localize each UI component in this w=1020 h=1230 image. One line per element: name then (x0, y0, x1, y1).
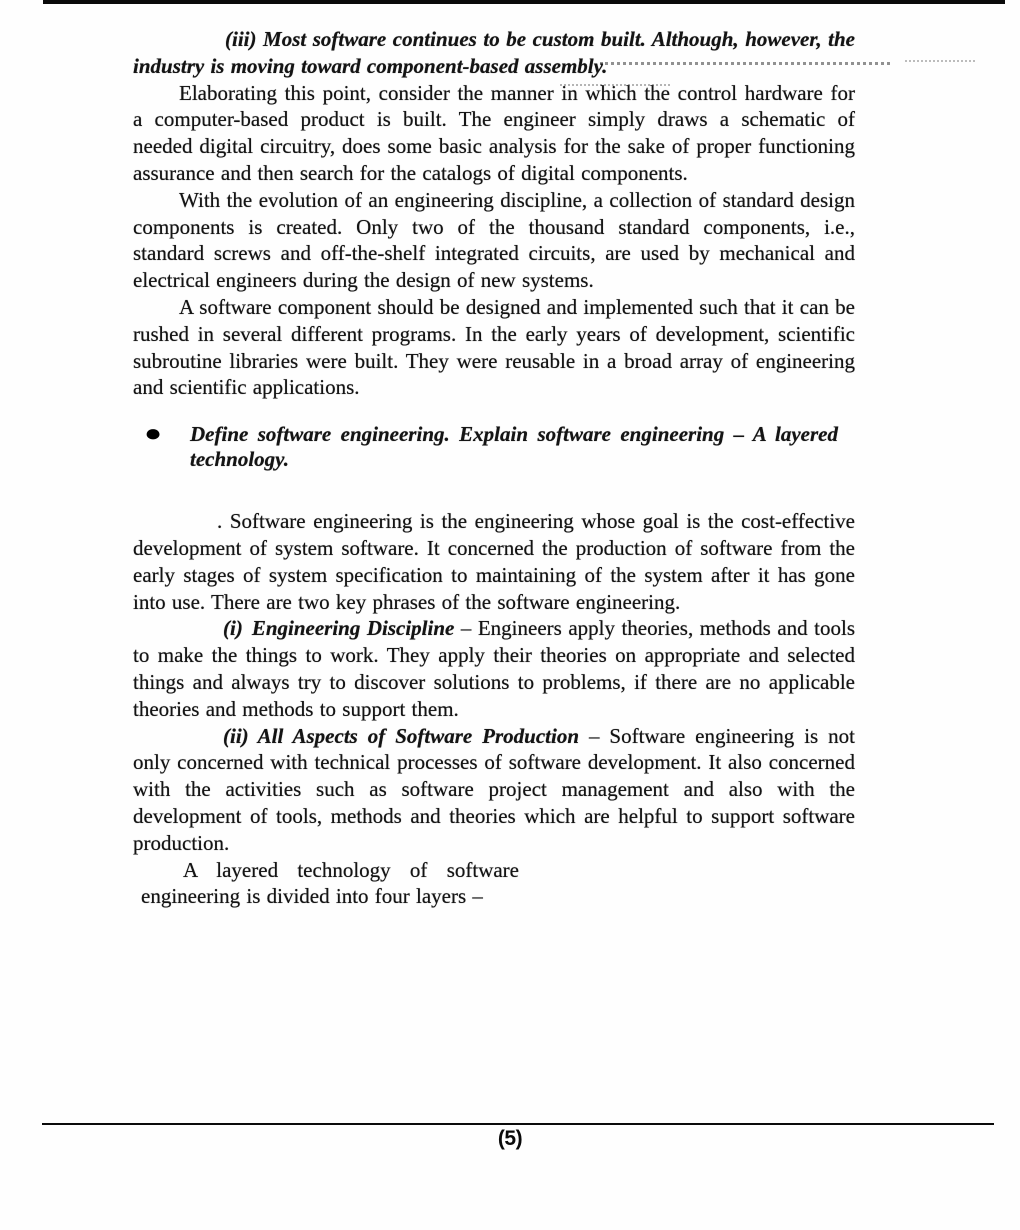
question-text: Define software engineering. Explain software engineering – A layered technology. (190, 422, 838, 472)
item-i-separator: – (460, 616, 472, 641)
paragraph-evolution: With the evolution of an engineering discipline, a collection of standard design components is created. Only two of the thousand standard components, i.e., standard screws and off-the-shelf integrated circuits, are used by mechanical and electrical engineers during the design of new systems. (133, 187, 855, 293)
item-i-title: Engineering Discipline (251, 616, 455, 641)
item-i-text: Engineers apply theories, methods and tools to make the things to work. They apply their theories on appropriate and selected things and always try to discover solutions to problems, if there are no applicable theories and methods to support them. (133, 616, 856, 721)
closing-paragraph: A layered technology of software engineering is divided into four layers – (141, 857, 519, 909)
answer-item-ii (133, 723, 855, 857)
item-ii-title: All Aspects of Software Production (257, 723, 579, 748)
paragraph-elaborating: Elaborating this point, consider the manner in which the control hardware for a computer-based product is built. The engineer simply draws a schematic of needed digital circuitry, does some basic analysis for the sake of proper functioning assurance and then search for the catalogs of digital components. (133, 80, 855, 185)
scan-noise-artifact (905, 60, 975, 62)
page-body (133, 26, 855, 910)
item-ii-separator: – (588, 723, 600, 748)
page-number: (5) (497, 1127, 523, 1150)
page-top-rule (43, 0, 1005, 4)
bullet-icon: ● (144, 421, 163, 448)
answer-intro-paragraph: . Software engineering is the engineering whose goal is the cost-effective development of system software. It concerned the production of software from the early stages of system specification to maintaining of the system after it has gone into use. There are two key phrases of the software engineering. (133, 509, 855, 614)
item-ii-label: (ii) (223, 723, 249, 748)
question-block (133, 422, 855, 472)
item-i-label: (i) (223, 616, 243, 641)
paragraph-point-iii: (iii) Most software continues to be custom built. Although, however, the industry is moving toward component-based assembly. (133, 27, 855, 78)
paragraph-software-component: A software component should be designed and implemented such that it can be rushed in several different programs. In the early years of development, scientific subroutine libraries were built. They were reusable in a broad array of engineering and scientific applications. (133, 294, 855, 400)
footer-rule (42, 1123, 994, 1125)
item-ii-text: Software engineering is not only concerned with technical processes of software development. It also concerned with the activities such as software project management and also with the development of tools, methods and theories which are helpful to support software production. (133, 723, 856, 855)
answer-item-i (133, 615, 855, 722)
